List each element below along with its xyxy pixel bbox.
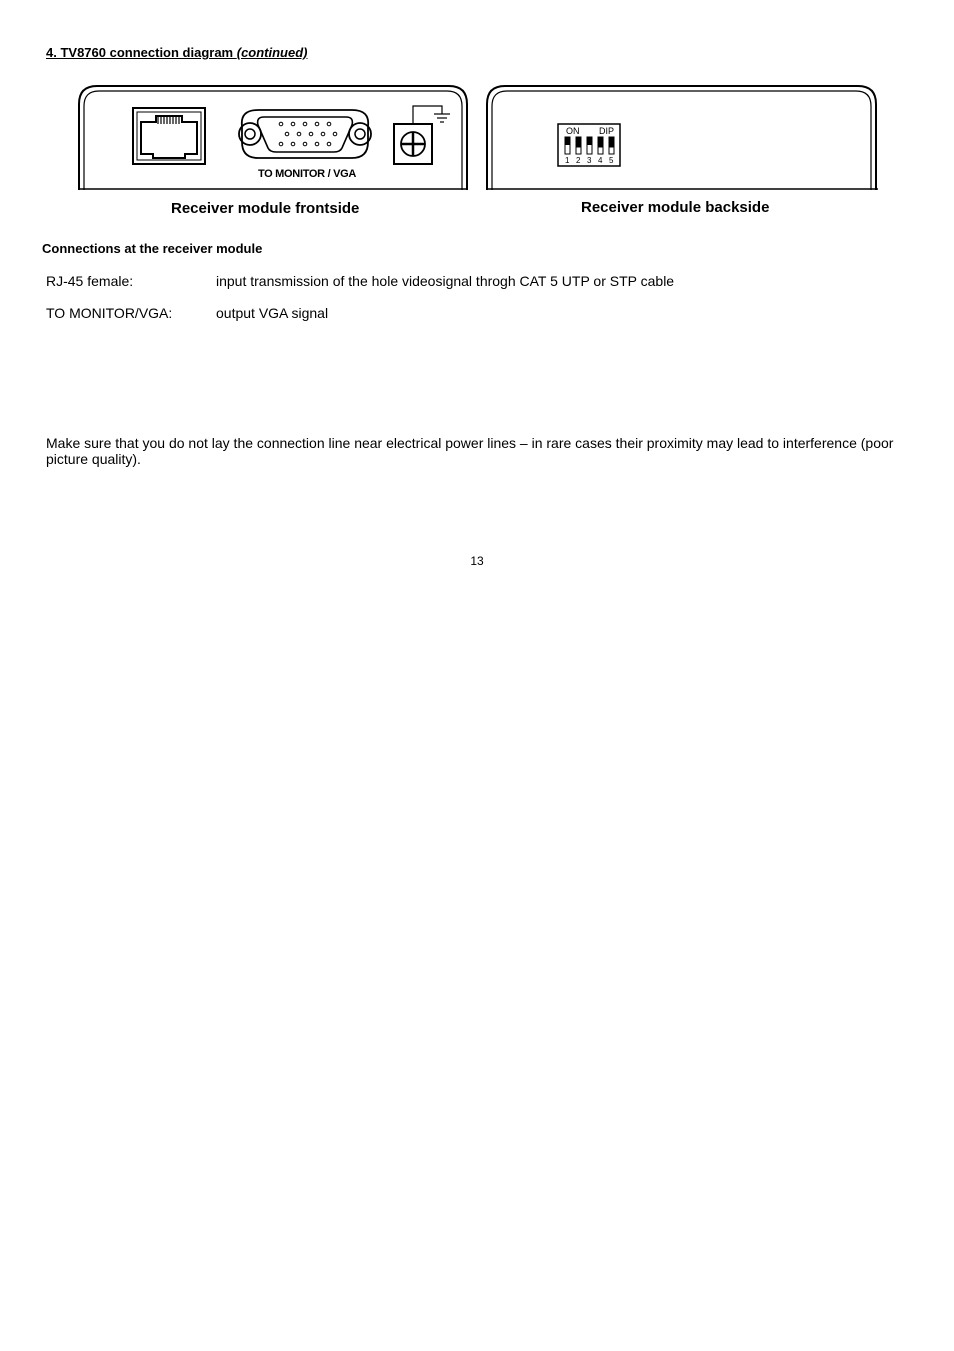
frontside-caption: Receiver module frontside [171,200,360,217]
connections-title: Connections at the receiver module [42,241,263,256]
ground-terminal-icon [394,106,450,164]
dip-number-3: 3 [587,156,592,165]
vga-port-icon [239,110,371,158]
dip-number-5: 5 [609,156,614,165]
connection-label-vga: TO MONITOR/VGA: [46,305,173,321]
dip-number-4: 4 [598,156,603,165]
receiver-frontside-diagram [78,84,468,192]
rj45-port-icon [133,108,205,164]
receiver-backside-diagram [486,84,878,192]
dip-number-2: 2 [576,156,581,165]
page-number: 13 [470,554,484,568]
backside-caption: Receiver module backside [581,199,770,216]
interference-note: Make sure that you do not lay the connection line near electrical power lines – in rare cases their proximity may lead to interference (poor picture quality). [46,435,894,467]
connection-value-vga: output VGA signal [216,305,329,321]
connection-label-rj45: RJ-45 female: [46,273,134,289]
dip-on-label: ON [566,126,580,136]
vga-port-label: TO MONITOR / VGA [257,168,357,180]
page-heading: 4. TV8760 connection diagram (continued) [46,45,308,60]
connection-value-rj45: input transmission of the hole videosignal throgh CAT 5 UTP or STP cable [216,273,675,289]
dip-label: DIP [599,126,615,136]
dip-switch-icon [558,124,620,166]
dip-number-1: 1 [565,156,570,165]
